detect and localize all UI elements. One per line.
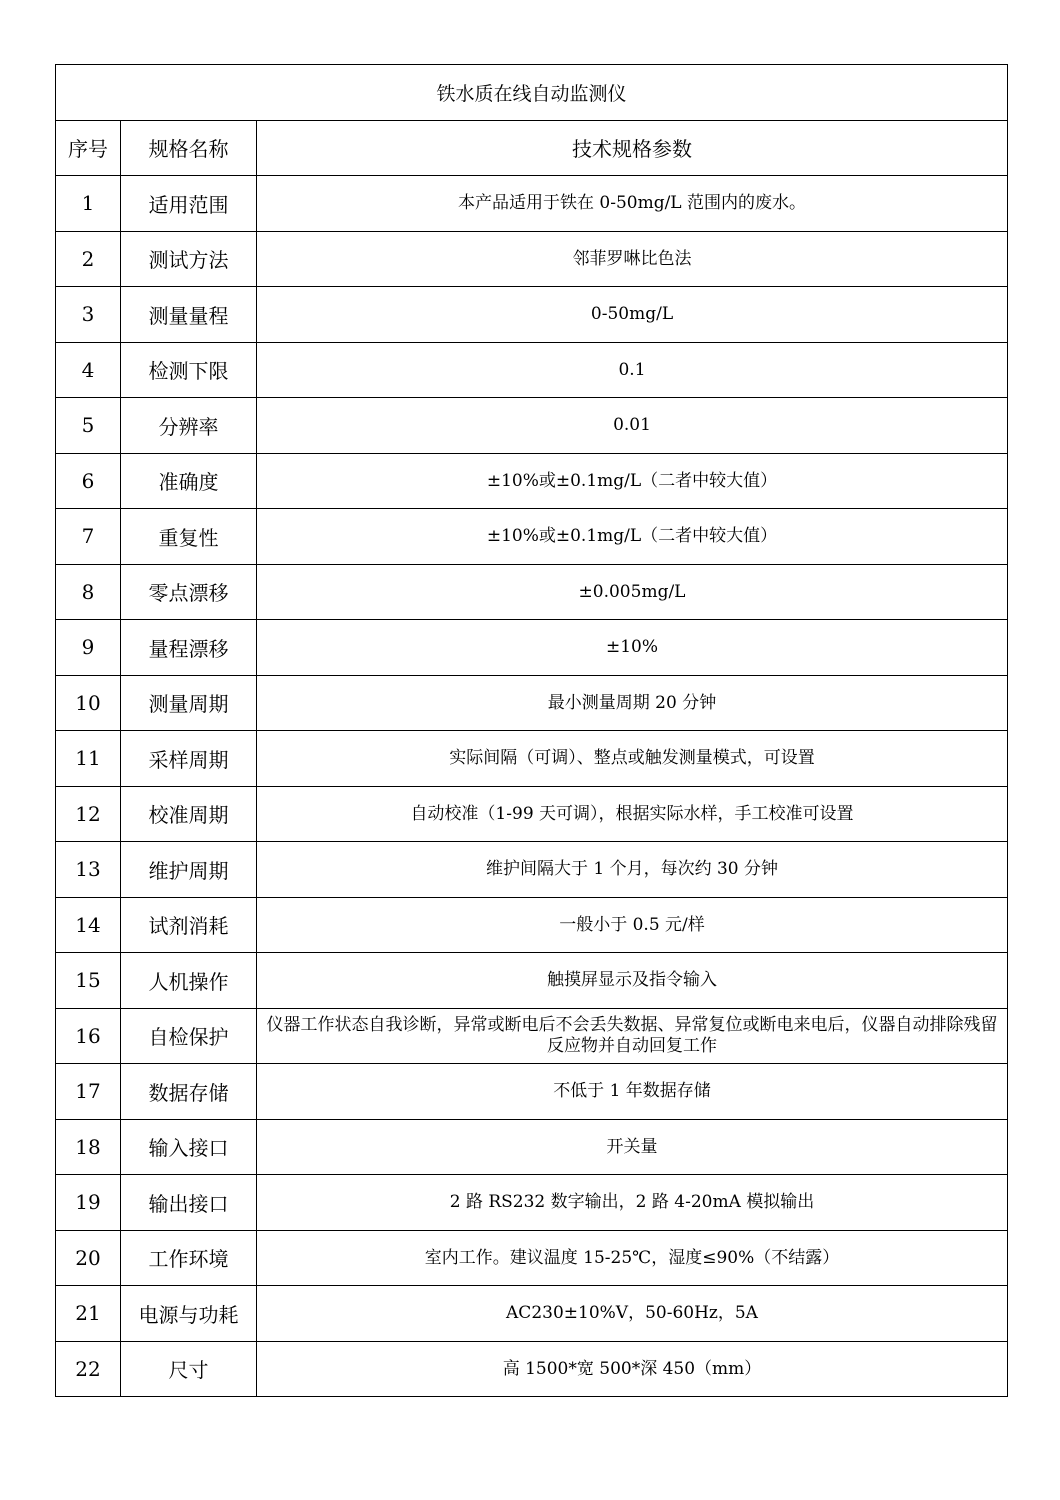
- row-index: 6: [56, 453, 121, 509]
- row-spec-value: 0.01: [257, 398, 1008, 454]
- row-index: 4: [56, 342, 121, 398]
- row-index: 5: [56, 398, 121, 454]
- row-spec-name: 输入接口: [121, 1119, 257, 1175]
- row-spec-value: 本产品适用于铁在 0-50mg/L 范围内的废水。: [257, 176, 1008, 232]
- table-row: [56, 231, 1008, 287]
- row-spec-value: 室内工作。建议温度 15-25℃，湿度≤90%（不结露）: [257, 1230, 1008, 1286]
- row-index: 16: [56, 1008, 121, 1064]
- row-spec-value: 维护间隔大于 1 个月，每次约 30 分钟: [257, 842, 1008, 898]
- table-row: [56, 1230, 1008, 1286]
- table-row: [56, 1064, 1008, 1120]
- table-row: [56, 620, 1008, 676]
- row-spec-name: 工作环境: [121, 1230, 257, 1286]
- row-index: 9: [56, 620, 121, 676]
- row-spec-name: 量程漂移: [121, 620, 257, 676]
- row-index: 20: [56, 1230, 121, 1286]
- row-spec-value: 实际间隔（可调）、整点或触发测量模式，可设置: [257, 731, 1008, 787]
- spec-table: [55, 64, 1008, 1397]
- row-index: 19: [56, 1175, 121, 1231]
- row-spec-name: 重复性: [121, 509, 257, 565]
- row-index: 7: [56, 509, 121, 565]
- row-spec-name: 尺寸: [121, 1341, 257, 1397]
- table-row: [56, 897, 1008, 953]
- row-spec-name: 适用范围: [121, 176, 257, 232]
- table-row: [56, 342, 1008, 398]
- header-row: [56, 120, 1008, 176]
- table-row: [56, 509, 1008, 565]
- row-index: 8: [56, 564, 121, 620]
- row-spec-name: 测量量程: [121, 287, 257, 343]
- title-row: [56, 65, 1008, 121]
- row-spec-name: 人机操作: [121, 953, 257, 1009]
- row-index: 18: [56, 1119, 121, 1175]
- row-spec-name: 采样周期: [121, 731, 257, 787]
- table-row: [56, 176, 1008, 232]
- table-row: [56, 675, 1008, 731]
- row-index: 12: [56, 786, 121, 842]
- row-spec-value: 开关量: [257, 1119, 1008, 1175]
- row-spec-name: 分辨率: [121, 398, 257, 454]
- table-row: [56, 1175, 1008, 1231]
- table-title: 铁水质在线自动监测仪: [56, 65, 1008, 121]
- table-row: [56, 1008, 1008, 1064]
- row-index: 10: [56, 675, 121, 731]
- row-index: 21: [56, 1286, 121, 1342]
- row-spec-name: 试剂消耗: [121, 897, 257, 953]
- table-row: [56, 731, 1008, 787]
- row-index: 15: [56, 953, 121, 1009]
- row-index: 11: [56, 731, 121, 787]
- row-spec-value: 邻菲罗啉比色法: [257, 231, 1008, 287]
- row-spec-name: 数据存储: [121, 1064, 257, 1120]
- row-spec-name: 零点漂移: [121, 564, 257, 620]
- row-index: 17: [56, 1064, 121, 1120]
- table-row: [56, 564, 1008, 620]
- header-value: 技术规格参数: [257, 120, 1008, 176]
- row-index: 22: [56, 1341, 121, 1397]
- table-row: [56, 453, 1008, 509]
- row-spec-value: ±10%或±0.1mg/L（二者中较大值）: [257, 509, 1008, 565]
- row-spec-value: 0-50mg/L: [257, 287, 1008, 343]
- row-index: 13: [56, 842, 121, 898]
- row-index: 3: [56, 287, 121, 343]
- row-spec-name: 自检保护: [121, 1008, 257, 1064]
- row-spec-value: 不低于 1 年数据存储: [257, 1064, 1008, 1120]
- row-spec-value: 最小测量周期 20 分钟: [257, 675, 1008, 731]
- header-index: 序号: [56, 120, 121, 176]
- table-row: [56, 842, 1008, 898]
- row-spec-value: 触摸屏显示及指令输入: [257, 953, 1008, 1009]
- row-spec-name: 测试方法: [121, 231, 257, 287]
- row-spec-value: ±10%或±0.1mg/L（二者中较大值）: [257, 453, 1008, 509]
- row-spec-name: 准确度: [121, 453, 257, 509]
- table-row: [56, 1341, 1008, 1397]
- row-spec-value: 自动校准（1-99 天可调），根据实际水样，手工校准可设置: [257, 786, 1008, 842]
- table-row: [56, 953, 1008, 1009]
- spec-table-body: [56, 65, 1008, 1397]
- table-row: [56, 1119, 1008, 1175]
- row-spec-value: 一般小于 0.5 元/样: [257, 897, 1008, 953]
- table-row: [56, 786, 1008, 842]
- row-spec-value: ±10%: [257, 620, 1008, 676]
- row-spec-name: 输出接口: [121, 1175, 257, 1231]
- row-spec-value: 2 路 RS232 数字输出，2 路 4-20mA 模拟输出: [257, 1175, 1008, 1231]
- row-spec-value: 仪器工作状态自我诊断，异常或断电后不会丢失数据、异常复位或断电来电后，仪器自动排除残留反应物并自动回复工作: [257, 1008, 1008, 1064]
- row-spec-name: 测量周期: [121, 675, 257, 731]
- row-spec-value: 0.1: [257, 342, 1008, 398]
- row-spec-value: ±0.005mg/L: [257, 564, 1008, 620]
- row-index: 2: [56, 231, 121, 287]
- row-spec-name: 检测下限: [121, 342, 257, 398]
- row-spec-value: AC230±10%V，50-60Hz，5A: [257, 1286, 1008, 1342]
- row-spec-name: 电源与功耗: [121, 1286, 257, 1342]
- row-spec-value: 高 1500*宽 500*深 450（mm）: [257, 1341, 1008, 1397]
- row-spec-name: 校准周期: [121, 786, 257, 842]
- row-index: 14: [56, 897, 121, 953]
- table-row: [56, 398, 1008, 454]
- row-spec-name: 维护周期: [121, 842, 257, 898]
- table-row: [56, 1286, 1008, 1342]
- row-index: 1: [56, 176, 121, 232]
- header-name: 规格名称: [121, 120, 257, 176]
- table-row: [56, 287, 1008, 343]
